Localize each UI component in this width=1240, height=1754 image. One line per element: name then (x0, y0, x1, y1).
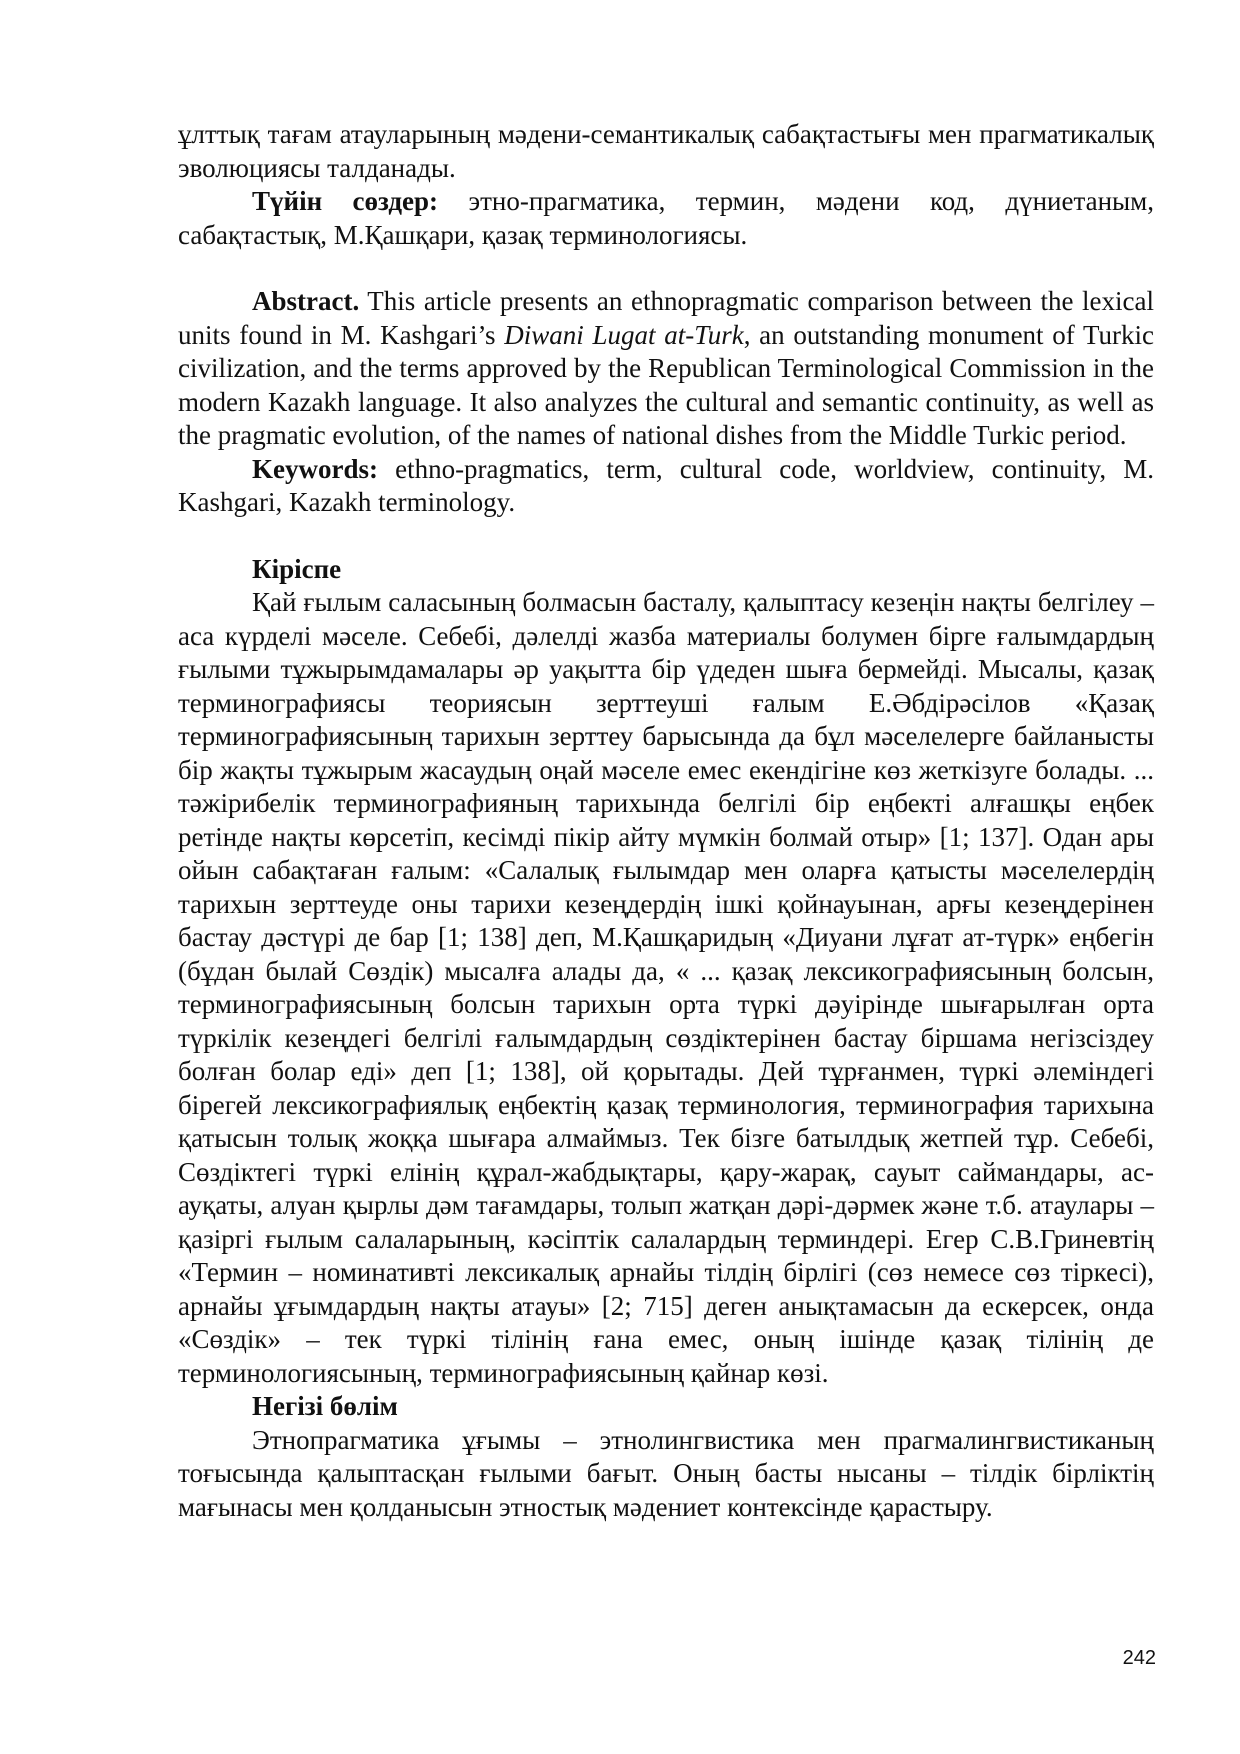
summary-continuation: ұлттық тағам атауларының мәдени-семантикалық сабақтастығы мен прагматикалық эволюциясы талданады. (178, 119, 1154, 183)
page-number: 242 (1122, 1647, 1156, 1669)
kazakh-keywords-label: Түйін сөздер: (252, 186, 439, 216)
english-keywords (178, 453, 1154, 520)
kazakh-keywords (178, 185, 1154, 252)
abstract-work-title: Diwani Lugat at-Turk (504, 319, 744, 350)
main-part-paragraph: Этнопрагматика ұғымы – этнолингвистика мен прагмалингвистиканың тоғысында қалыптасқан ғылыми бағыт. Оның басты нысаны – тілдік бірліктің мағынасы мен қолданысын этностық мәдениет контексінде қарастыру. (178, 1424, 1154, 1522)
kazakh-keywords-text: этно-прагматика, термин, мәдени код, дүниетаным, сабақтастық, М.Қашқари, қазақ терминологиясы. (178, 186, 1154, 250)
english-keywords-label: Keywords: (252, 453, 378, 484)
main-part-heading: Негізі бөлім (252, 1391, 398, 1421)
introduction-heading: Кіріспе (252, 553, 342, 584)
abstract-paragraph (178, 285, 1154, 453)
abstract-label: Abstract. (252, 286, 360, 316)
english-keywords-text: ethno-pragmatics, term, cultural code, worldview, continuity, M. Kashgari, Kazakh terminology. (178, 453, 1154, 517)
page-body (178, 118, 1154, 1524)
introduction-paragraph: Қай ғылым саласының болмасын басталу, қалыптасу кезеңін нақты белгілеу – аса күрделі мәселе. Себебі, дәлелді жазба материалы болумен бірге ғалымдардың ғылыми тұжырымдамалары әр уақытта бір үдеден шыға бермейді. Мысалы, қазақ терминографиясы теориясын зерттеуші ғалым Е.Әбдірәсілов «Қазақ терминографиясының тарихын зерттеу барысында да бұл мәселелерге байланысты бір жақты тұжырым жасаудың оңай мәселе емес екендігіне көз жеткізуге болады. ... тәжірибелік терминографияның тарихында белгілі бір еңбекті алғашқы еңбек ретінде нақты көрсетіп, кесімді пікір айту мүмкін болмай отыр» [1; 137]. Одан ары ойын сабақтаған ғалым: «Салалық ғылымдар мен оларға қатысты мәселелердің тарихын зерттеуде оны тарихи кезеңдердің ішкі қойнауынан, арғы кезеңдерінен бастау дәстүрі де бар [1; 138] деп, М.Қашқаридың «Диуани лұғат ат-түрк» еңбегін (бұдан былай Сөздік) мысалға алады да, « ... қазақ лексикографиясының болсын, терминографиясының болсын тарихын орта түркі дәуірінде шығарылған орта түркілік кезеңдегі белгілі ғалымдардың сөздіктерінен бастау біршама негізсіздеу болған болар еді» деп [1; 138], ой қорытады. Дей тұрғанмен, түркі әлеміндегі бірегей лексикографиялық еңбектің қазақ терминология, терминография тарихына қатысын толық жоққа шығара алмаймыз. Тек бізге батылдық жетпей тұр. Себебі, Сөздіктегі түркі елінің құрал-жабдықтары, қару-жарақ, сауыт саймандары, ас-ауқаты, алуан қырлы дәм тағамдары, толып жатқан дәрі-дәрмек және т.б. атаулары – қазіргі ғылым салаларының, кәсіптік салалардың терминдері. Егер С.В.Гриневтің «Термин – номинативті лексикалық арнайы тілдің бірлігі (сөз немесе сөз тіркесі), арнайы ұғымдардың нақты атауы» [2; 715] деген анықтамасын да ескерсек, онда «Сөздік» – тек түркі тілінің ғана емес, оның ішінде қазақ тілінің де терминологиясының, терминографиясының қайнар көзі. (178, 587, 1154, 1388)
abstract-text-end: , an outstanding monument of Turkic civilization, and the terms approved by the Republican Terminological Commission in the modern Kazakh language. It also analyzes the cultural and semantic continuity, as well as the pragmatic evolution, of the names of national dishes from the Middle Turkic period. (178, 319, 1154, 450)
abstract-text-start: This article presents an ethnopragmatic comparison between the lexical units found in M. Kashgari’s (178, 286, 1154, 350)
